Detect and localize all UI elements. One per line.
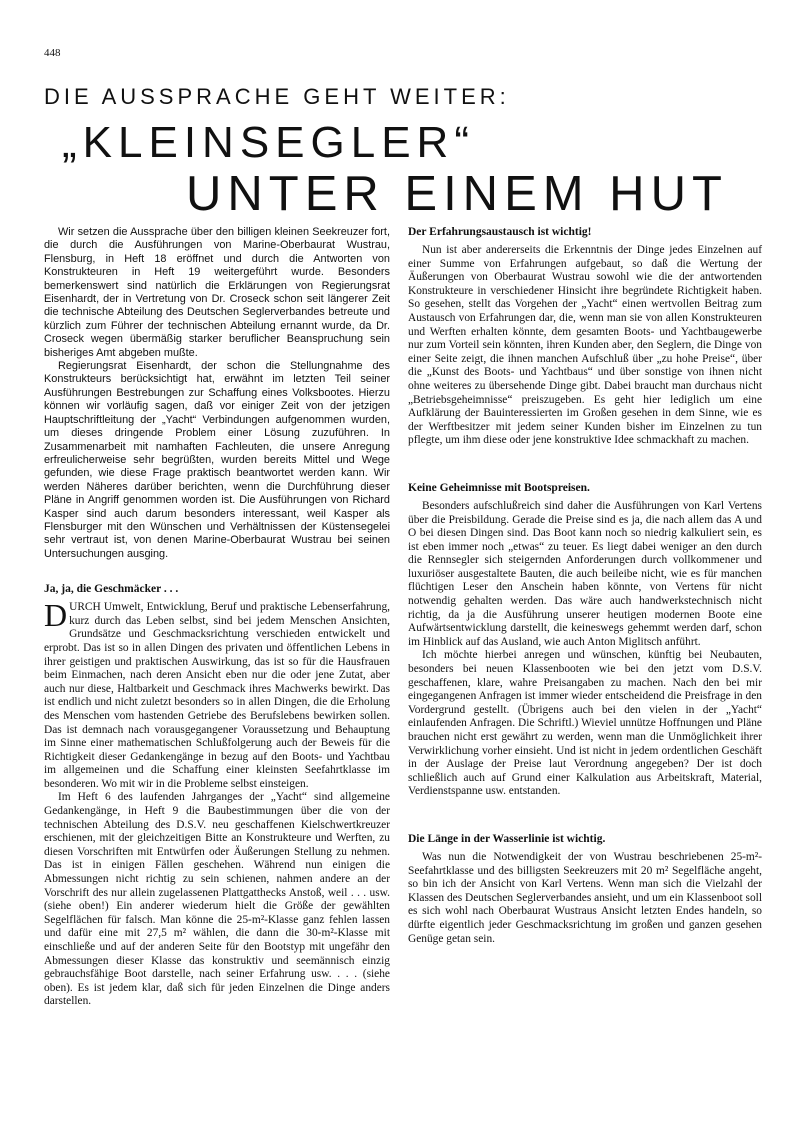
section-heading-wasserlinie: Die Länge in der Wasserlinie ist wichtig. — [408, 832, 606, 845]
section3-paragraph-2: Ich möchte hierbei anregen und wünschen, künftig bei Neubauten, besonders bei neuen Klassenbooten wie bei den jetzt vom D.S.V. geschaffenen, klare, wahre Preisangaben zu machen. Nach den bei mir eingegangenen Anfragen ist immer wieder entscheidend die Preisfrage in den Vordergrund gestellt. (Übrigens auch bei den vielen in der „Yacht“ einlaufenden Anfragen. Die Schriftl.) Wieviel unnütze Hoffnungen und Pläne brauchen nicht erst gewährt zu werden, wenn man die Unmöglichkeit ihrer Verwirklichung vorher einsieht. Und ist nicht in jedem ordentlichen Geschäft in der Auslage der Preise laut Verordnung angegeben? Der ist doch schließlich auch auf Grund einer Kalkulation aus Arbeitskraft, Material, Verdienstspanne usw. entstanden. — [408, 649, 762, 798]
drop-cap: D — [44, 597, 68, 634]
section1-paragraph-1-text: URCH Umwelt, Entwicklung, Beruf und praktische Lebenserfahrung, kurz durch das Leben selbst, sind bei jedem Menschen Ansichten, Grundsätze und Geschmacksrichtung verschieden entwickelt und erprobt. Das ist so in allen Dingen des privaten und öffentlichen Lebens in ihrer geistigen und praktischen Auswirkung, das ist so für die Hausfrauen beim Einmachen, nach deren Ansicht eben nur die oder jene Zutat, aber auch nur diese, Haltbarkeit und Geschmack ihres Machwerks bewirkt. Das ist endlich und nicht zuletzt besonders so in allen Dingen, die die Erholung des Menschen vom hastenden Getriebe des Berufslebens bewirken sollen. Das ist demnach nach vorausgegangener Voraussetzung und Behauptung im Sinne einer mathematischen Schlußfolgerung auch der Beweis für die Richtigkeit dieser Gedankengänge in bezug auf den Boots- und Yachtbau im allgemeinen und die Schaffung einer kleinsten Seefahrtklasse im besonderen. Wo mit wir in die Probleme selbst einsteigen. — [44, 601, 390, 790]
section1-paragraph-1 — [44, 597, 390, 791]
intro-block — [44, 226, 390, 561]
section-heading-geschmaecker: Ja, ja, die Geschmäcker . . . — [44, 583, 179, 596]
section2-paragraph-1: Nun ist aber andererseits die Erkenntnis der Dinge jedes Einzelnen auf einer Summe von Erfahrungen aufgebaut, so daß die Wertung der Äußerungen von Oberbaurat Wustrau sowohl wie die der antwortenden Konstrukteure in verschiedener Hinsicht ihre begründete Richtigkeit haben. So gesehen, stellt das Vorgehen der „Yacht“ einen wertvollen Beitrag zum Austausch von Erfahrungen dar, die, wenn man sie von allen Konstrukteuren und Werften erhalten könnte, dem gesamten Boots- und Yachtbaugewerbe nur zum Vorteil sein könnten, ihren Kunden aber, den Seglern, die Dinge von einer Seite zeigt, die ihnen manchen Aufschluß über „zu hohe Preise“, über die „Kunst des Boots- und Yachtbaus“ und über sonstige von ihnen nicht ohne weiteres zu übersehende Dinge gibt. Dabei braucht man durchaus nicht „Betriebsgeheimnisse“ preiszugeben. Es geht hier lediglich um eine Aufklärung der Bauinteressierten im Großen gesehen in dem Sinne, wie es der Werftbesitzer mit jedem seiner Kunden bisher im Einzelnen zu tun pflegte, um ihm diese oder jene konstruktive Idee schmackhaft zu machen. — [408, 244, 762, 447]
section-heading-erfahrungsaustausch: Der Erfahrungsaustausch ist wichtig! — [408, 226, 592, 238]
page-number: 448 — [44, 47, 61, 59]
title-line-2: UNTER EINEM HUT — [186, 167, 728, 221]
section4-paragraph-1: Was nun die Notwendigkeit der von Wustrau beschriebenen 25-m²-Seefahrtklasse und des billigsten Seekreuzers mit 20 m² Segelfläche angeht, so bin ich der Ansicht von Karl Vertens. Wenn man sich die Vielzahl der Klassen des Deutschen Seglerverbandes ansieht, und um ein Klassenboot soll es sich wohl nach Oberbaurat Wustraus Ansicht letzten Endes handeln, so dürfte eigentlich jeder Geschmacksrichtung im großen und ganzen gesehen Genüge getan sein. — [408, 850, 762, 945]
title-line-1: „KLEINSEGLER“ — [62, 118, 475, 167]
intro-paragraph-1: Wir setzen die Aussprache über den billigen kleinen Seekreuzer fort, die durch die Ausführungen von Marine-Oberbaurat Wustrau, Flensburg, in Heft 18 eröffnet und durch die Antworten von Konstrukteuren in Heft 19 weitergeführt wurde. Besonders bemerkenswert sind natürlich die Erklärungen von Regierungsrat Eisenhardt, der in Vertretung von Dr. Croseck schon seit längerer Zeit die technische Abteilung des Deutschen Seglerverbandes betreute und kürzlich zum Führer der technischen Abteilung ernannt wurde, da Dr. Croseck wegen übermäßig starker beruflicher Beanspruchung sein bisheriges Amt abgeben mußte. — [44, 226, 390, 359]
section1-paragraph-2: Im Heft 6 des laufenden Jahrganges der „Yacht“ sind allgemeine Gedankengänge, in Heft 9 die Baubestimmungen über die von der technischen Abteilung des D.S.V. neu geschaffenen Kielschwertkreuzer erschienen, mit der gleichzeitigen Bitte an Konstrukteure und Werften, zu diesen Vorschriften mit Entwürfen oder Äußerungen Stellung zu nehmen. Das ist in einigen Fällen geschehen. Während nun einigen die Abmessungen nicht richtig zu sein schienen, nahmen andere an der Vorschrift des nur allein zugelassenen Plattgatthecks Anstoß, weil . . . usw. (siehe oben!) Ein anderer wiederum hielt die Größe der gewählten Segelflächen für falsch. Man könne die 25-m²-Klasse ganz fehlen lassen und dafür eine mit 27,5 m² wählen, die dann die 30-m²-Klasse mit einschließe und auf der anderen Seite für den Bootstyp mit ungefähr den Abmessungen dieser Klasse das konstruktiv und seemännisch einzig gebrauchsfähige Boot darstelle, nach seiner Erfahrung usw. . . . (siehe oben). Es ist jedem klar, daß sich für jeden Einzelnen die Dinge anders darstellen. — [44, 791, 390, 1008]
section-heading-bootspreise: Keine Geheimnisse mit Bootspreisen. — [408, 481, 590, 494]
section3-paragraph-1: Besonders aufschlußreich sind daher die Ausführungen von Karl Vertens über die Preisbildung. Gerade die Preise sind es ja, die nach allem das A und O bei diesen Dingen sind. Das Boot kann noch so niedrig kalkuliert sein, es ist eben immer noch „etwas“ zu teuer. Es liegt dabei weniger an den durch die Rennsegler sich steigernden Anforderungen durch vollkommener und luxuriöser ausgestaltete Bauten, die auch beileibe nicht, wie es für manchen flüchtigen Leser den Anschein haben könnte, von Vertens für nicht notwendig gehalten werden. Das wäre auch handwerkstechnisch nicht richtig, da ja die Ausführung unserer heutigen modernen Boote eine Aufwärtsentwicklung darstellt, die keineswegs gehemmt werden darf, schon im Hinblick auf das Ausland, wie auch Anton Miglitsch anführt. — [408, 499, 762, 648]
left-column — [44, 226, 390, 1009]
intro-paragraph-2: Regierungsrat Eisenhardt, der schon die Stellungnahme des Konstrukteurs berücksichtigt hat, erwähnt im letzten Teil seiner Ausführungen Bestrebungen zur Schaffung eines Volksbootes. Hierzu können wir vorläufig sagen, daß vor einiger Zeit von der jetzigen Hauptschriftleitung der „Yacht“ Verbindungen aufgenommen wurden, um dieses dringende Problem einer Lösung zuzuführen. In Zusammenarbeit mit namhaften Fachleuten, die unsere Anregung erfreulicherweise sehr begrüßten, wurden bereits Mittel und Wege gefunden, wie diese Frage praktisch beantwortet werden kann. Wir werden Näheres darüber berichten, wenn die Durchführung dieser Pläne in Angriff genommen worden ist. Die Ausführungen von Richard Kasper sind auch darum besonders interessant, weil Kasper als Flensburger mit den Wünschen und Verhältnissen der Küstensegelei sehr vertraut ist, von denen Marine-Oberbaurat Wustrau bei seinen Untersuchungen ausging. — [44, 360, 390, 560]
right-column — [408, 226, 762, 946]
kicker-headline: DIE AUSSPRACHE GEHT WEITER: — [44, 84, 510, 109]
